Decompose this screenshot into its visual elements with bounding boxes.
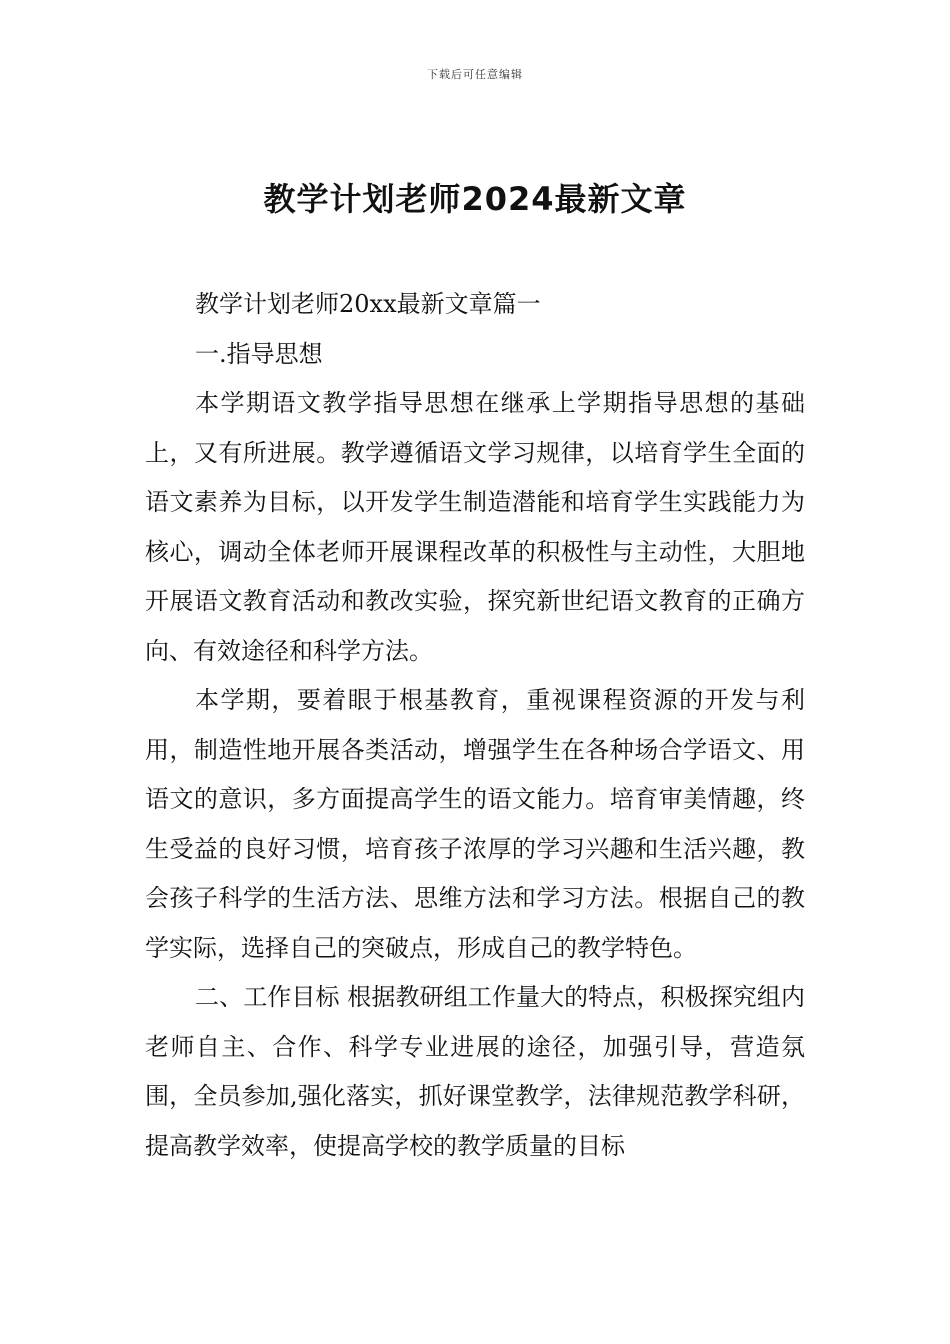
section-heading-part-one: 教学计划老师20xx最新文章篇一 [195,290,541,318]
document-title: 教学计划老师2024最新文章 [263,180,687,218]
paragraph-guiding-thought: 本学期语文教学指导思想在继承上学期指导思想的基础上，又有所进展。教学遵循语文学习规律，以培育学生全面的语文素养为目标，以开发学生制造潜能和培育学生实践能力为核心，调动全体老师开展课程改革的积极性与主动性，大胆地开展语文教育活动和教改实验，探究新世纪语文教育的正确方向、有效途径和科学方法。 [145,389,805,665]
subheading-guiding-thought: 一.指导思想 [195,339,323,368]
header-note: 下载后可任意编辑 [427,68,523,81]
paragraph-work-goals: 二、工作目标 根据教研组工作量大的特点，积极探究组内老师自主、合作、科学专业进展的途径，加强引导，营造氛围，全员参加,强化落实，抓好课堂教学，法律规范教学科研，提高教学效率，使提高学校的教学质量的目标 [145,983,805,1160]
document-body [145,280,805,1171]
paragraph-semester-focus: 本学期，要着眼于根基教育，重视课程资源的开发与利用，制造性地开展各类活动，增强学生在各种场合学语文、用语文的意识，多方面提高学生的语文能力。培育审美情趣，终生受益的良好习惯，培育孩子浓厚的学习兴趣和生活兴趣，教会孩子科学的生活方法、思维方法和学习方法。根据自己的教学实际，选择自己的突破点，形成自己的教学特色。 [145,686,805,962]
